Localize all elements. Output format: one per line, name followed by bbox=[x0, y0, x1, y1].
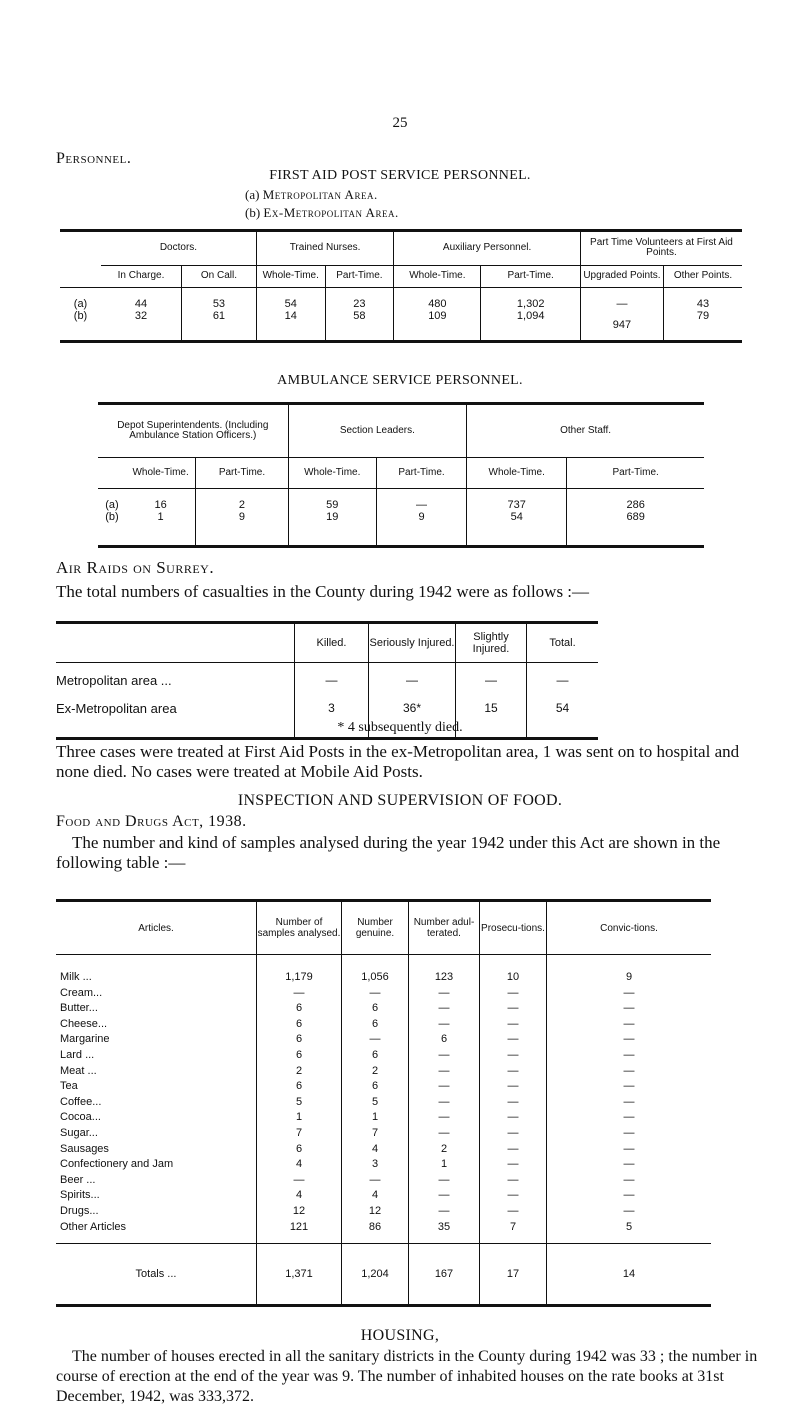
cell: — bbox=[547, 1139, 712, 1155]
article-name: Spirits... bbox=[60, 1189, 100, 1202]
cell: 121 bbox=[257, 1217, 342, 1233]
subhead: Upgraded Points. bbox=[580, 265, 663, 288]
table-row bbox=[56, 1186, 711, 1202]
cell: — bbox=[409, 1123, 480, 1139]
first-aid-table bbox=[60, 229, 742, 343]
cell: — bbox=[257, 1170, 342, 1186]
page-number: 25 bbox=[392, 115, 408, 131]
cell: 1,204 bbox=[342, 1243, 409, 1305]
table-row bbox=[56, 1077, 711, 1093]
cell: 58 bbox=[325, 310, 394, 342]
cell: — bbox=[547, 1108, 712, 1124]
table-row bbox=[60, 310, 742, 342]
area-a-key: (a) bbox=[245, 187, 260, 202]
cell: — bbox=[409, 1201, 480, 1217]
cell: 1,056 bbox=[342, 955, 409, 984]
article-name: Beer ... bbox=[60, 1173, 96, 1186]
article-name: Drugs... bbox=[60, 1204, 99, 1217]
row-label: Metropolitan area ... bbox=[56, 672, 172, 688]
cell: 6 bbox=[342, 1045, 409, 1061]
subhead: Whole-Time. bbox=[256, 265, 325, 288]
cell: 109 bbox=[394, 310, 481, 342]
area-a bbox=[245, 187, 378, 203]
cell: — bbox=[409, 1077, 480, 1093]
cell: 54 bbox=[467, 511, 567, 547]
cell: — bbox=[480, 1123, 547, 1139]
subhead: Whole-Time. bbox=[467, 458, 567, 489]
cell: — bbox=[409, 1170, 480, 1186]
air-raids-intro: The total numbers of casualties in the County during 1942 were as follows :— bbox=[56, 582, 590, 601]
subhead: Part-Time. bbox=[325, 265, 394, 288]
cell: 19 bbox=[288, 511, 376, 547]
cell: — bbox=[547, 1123, 712, 1139]
cell: 286 bbox=[567, 489, 704, 512]
subhead: Part-Time. bbox=[567, 458, 704, 489]
table-row bbox=[56, 1139, 711, 1155]
table-row bbox=[60, 288, 742, 311]
personnel-heading: Personnel. bbox=[56, 150, 132, 167]
table-row bbox=[56, 955, 711, 984]
subhead: Whole-Time. bbox=[126, 458, 196, 489]
cell: 23 bbox=[325, 288, 394, 311]
cell: — bbox=[369, 663, 456, 698]
col-adulterated: Number adul-terated. bbox=[409, 901, 480, 955]
cell: 43 bbox=[663, 288, 742, 311]
cell: 14 bbox=[256, 310, 325, 342]
cell: — bbox=[547, 1201, 712, 1217]
cell: 6 bbox=[257, 1139, 342, 1155]
col-analysed: Number of samples analysed. bbox=[257, 901, 342, 955]
cell: — bbox=[547, 1061, 712, 1077]
row-label: (b) bbox=[73, 310, 88, 322]
area-b-key: (b) bbox=[245, 205, 261, 220]
article-name: Butter... bbox=[60, 1002, 98, 1015]
area-b bbox=[245, 205, 399, 221]
cell: — bbox=[527, 663, 599, 698]
cell: — bbox=[580, 288, 663, 311]
cell: 1,094 bbox=[481, 310, 580, 342]
cell: 480 bbox=[394, 288, 481, 311]
col-seriously-injured: Seriously Injured. bbox=[369, 623, 456, 663]
table-row bbox=[56, 1108, 711, 1124]
cell: 1 bbox=[157, 511, 164, 523]
cell: — bbox=[547, 1045, 712, 1061]
cell: — bbox=[480, 983, 547, 999]
cell: — bbox=[480, 1092, 547, 1108]
table-row bbox=[98, 489, 704, 512]
article-name: Other Articles bbox=[60, 1220, 127, 1233]
cell: 4 bbox=[257, 1155, 342, 1171]
table-row bbox=[56, 1014, 711, 1030]
cell: — bbox=[547, 1077, 712, 1093]
cell: 7 bbox=[342, 1123, 409, 1139]
cell: 2 bbox=[409, 1139, 480, 1155]
totals-row bbox=[56, 1243, 711, 1305]
table-row bbox=[56, 1123, 711, 1139]
cell: 53 bbox=[182, 288, 257, 311]
cell: 15 bbox=[456, 697, 527, 739]
table-row bbox=[56, 1155, 711, 1171]
cell: 9 bbox=[376, 511, 466, 547]
group-section-leaders: Section Leaders. bbox=[288, 404, 467, 458]
casualties-footnote: * 4 subsequently died. bbox=[337, 720, 463, 735]
article-name: Milk ... bbox=[60, 971, 92, 983]
cell: — bbox=[409, 1061, 480, 1077]
table-row bbox=[56, 1201, 711, 1217]
cell: — bbox=[409, 1014, 480, 1030]
table-row bbox=[56, 1061, 711, 1077]
cell: 6 bbox=[257, 1014, 342, 1030]
subhead: Whole-Time. bbox=[288, 458, 376, 489]
cell: 4 bbox=[342, 1139, 409, 1155]
cell: — bbox=[342, 1030, 409, 1046]
article-name: Cheese... bbox=[60, 1017, 108, 1030]
cell: 6 bbox=[257, 999, 342, 1015]
subhead: Part-Time. bbox=[196, 458, 288, 489]
subhead: In Charge. bbox=[101, 265, 182, 288]
subhead: On Call. bbox=[182, 265, 257, 288]
group-trained-nurses: Trained Nurses. bbox=[256, 231, 393, 266]
cell: — bbox=[480, 1170, 547, 1186]
first-aid-title: FIRST AID POST SERVICE PERSONNEL. bbox=[269, 168, 531, 183]
ambulance-title: AMBULANCE SERVICE PERSONNEL. bbox=[277, 373, 523, 388]
article-name: Confectionery and Jam bbox=[60, 1158, 174, 1171]
cell: 7 bbox=[257, 1123, 342, 1139]
cell: 16 bbox=[154, 499, 167, 511]
cell: — bbox=[547, 1014, 712, 1030]
cell: — bbox=[547, 1030, 712, 1046]
row-label: (a) bbox=[73, 298, 88, 310]
article-name: Tea bbox=[60, 1080, 78, 1093]
cell: — bbox=[409, 1045, 480, 1061]
cell: — bbox=[480, 1186, 547, 1202]
cell: 689 bbox=[567, 511, 704, 547]
cell: 1 bbox=[257, 1108, 342, 1124]
cell: 737 bbox=[467, 489, 567, 512]
subhead: Other Points. bbox=[663, 265, 742, 288]
row-label: (a) bbox=[105, 499, 119, 511]
cell: 86 bbox=[342, 1217, 409, 1233]
cell: — bbox=[409, 1186, 480, 1202]
cell: 36* bbox=[369, 697, 456, 739]
col-total: Total. bbox=[527, 623, 599, 663]
housing-paragraph: The number of houses erected in all the sanitary districts in the County during 1942 was 33 ; the number in course of erection at the end of the year was 9. The number of inhabited houses on the rate books at 31st December, 1942, was 333,372. bbox=[56, 1348, 758, 1405]
cell: — bbox=[376, 489, 466, 512]
subhead: Whole-Time. bbox=[394, 265, 481, 288]
cell: 5 bbox=[257, 1092, 342, 1108]
cell: 3 bbox=[295, 697, 369, 739]
cell: 59 bbox=[288, 489, 376, 512]
cell: 54 bbox=[256, 288, 325, 311]
cell: 61 bbox=[182, 310, 257, 342]
cell: 6 bbox=[342, 1014, 409, 1030]
cell: — bbox=[480, 999, 547, 1015]
col-slightly-injured: Slightly Injured. bbox=[456, 623, 527, 663]
article-name: Margarine bbox=[60, 1033, 110, 1046]
article-name: Cocoa... bbox=[60, 1111, 101, 1124]
food-act-heading: Food and Drugs Act, 1938. bbox=[56, 813, 247, 830]
cell: 14 bbox=[547, 1243, 712, 1305]
cell: — bbox=[480, 1045, 547, 1061]
food-title: INSPECTION AND SUPERVISION OF FOOD. bbox=[237, 792, 563, 809]
cell: 6 bbox=[409, 1030, 480, 1046]
food-intro: The number and kind of samples analysed during the year 1942 under this Act are shown in the following table :— bbox=[56, 833, 721, 872]
cell: 2 bbox=[342, 1061, 409, 1077]
cell: 79 bbox=[663, 310, 742, 342]
area-b-label: Ex-Metropolitan Area. bbox=[263, 205, 399, 220]
cell: — bbox=[547, 1186, 712, 1202]
cell: 1 bbox=[342, 1108, 409, 1124]
table-row bbox=[56, 999, 711, 1015]
cell: 6 bbox=[342, 999, 409, 1015]
group-doctors: Doctors. bbox=[101, 231, 256, 266]
cell: 7 bbox=[480, 1217, 547, 1233]
row-label: (b) bbox=[105, 511, 119, 523]
cell: — bbox=[480, 1014, 547, 1030]
article-name: Lard ... bbox=[60, 1048, 95, 1061]
cell: 1,371 bbox=[257, 1243, 342, 1305]
article-name: Meat ... bbox=[60, 1064, 97, 1077]
article-name: Sausages bbox=[60, 1142, 109, 1155]
row-label: Ex-Metropolitan area bbox=[56, 701, 177, 716]
cell: — bbox=[409, 1092, 480, 1108]
article-name: Cream... bbox=[60, 986, 103, 999]
cell: 2 bbox=[257, 1061, 342, 1077]
group-auxiliary: Auxiliary Personnel. bbox=[394, 231, 581, 266]
cell: — bbox=[409, 999, 480, 1015]
cell: — bbox=[480, 1108, 547, 1124]
subhead: Part-Time. bbox=[376, 458, 466, 489]
cell: — bbox=[480, 1077, 547, 1093]
cell: — bbox=[480, 1155, 547, 1171]
cell: 6 bbox=[342, 1077, 409, 1093]
article-name: Coffee... bbox=[60, 1095, 102, 1108]
cell: 9 bbox=[196, 511, 288, 547]
cell: 32 bbox=[134, 310, 148, 322]
cell: 3 bbox=[342, 1155, 409, 1171]
table-row bbox=[56, 1170, 711, 1186]
cell: 6 bbox=[257, 1045, 342, 1061]
cell: 44 bbox=[134, 298, 148, 310]
cell: 12 bbox=[257, 1201, 342, 1217]
group-volunteers: Part Time Volunteers at First Aid Points. bbox=[580, 231, 742, 266]
cell: — bbox=[409, 983, 480, 999]
cell: 1,302 bbox=[481, 288, 580, 311]
cell: — bbox=[342, 983, 409, 999]
cell: 1 bbox=[409, 1155, 480, 1171]
cell: 5 bbox=[342, 1092, 409, 1108]
food-table bbox=[56, 899, 711, 1307]
cell: — bbox=[409, 1108, 480, 1124]
cell: 35 bbox=[409, 1217, 480, 1233]
cell: 4 bbox=[342, 1186, 409, 1202]
cell: 4 bbox=[257, 1186, 342, 1202]
table-row bbox=[56, 1045, 711, 1061]
table-row bbox=[56, 1092, 711, 1108]
cell: — bbox=[547, 1092, 712, 1108]
table-row bbox=[56, 663, 598, 698]
cell: 9 bbox=[547, 955, 712, 984]
cell: — bbox=[480, 1139, 547, 1155]
col-killed: Killed. bbox=[295, 623, 369, 663]
cell: — bbox=[257, 983, 342, 999]
cell: 167 bbox=[409, 1243, 480, 1305]
cell: — bbox=[547, 999, 712, 1015]
cell: 123 bbox=[409, 955, 480, 984]
cell: 6 bbox=[257, 1077, 342, 1093]
cell: — bbox=[547, 983, 712, 999]
table-row bbox=[98, 511, 704, 547]
cell: 6 bbox=[257, 1030, 342, 1046]
group-depot: Depot Superintendents. (Including Ambulance Station Officers.) bbox=[98, 404, 288, 458]
air-raids-heading: Air Raids on Surrey. bbox=[56, 558, 215, 577]
air-raids-paragraph: Three cases were treated at First Aid Posts in the ex-Metropolitan area, 1 was sent on to hospital and none died. No cases were treated at Mobile Aid Posts. bbox=[56, 742, 740, 781]
table-row bbox=[56, 983, 711, 999]
col-convictions: Convic-tions. bbox=[547, 901, 712, 955]
cell: 947 bbox=[580, 310, 663, 342]
housing-title: HOUSING, bbox=[360, 1327, 440, 1344]
cell: — bbox=[547, 1155, 712, 1171]
group-other-staff: Other Staff. bbox=[467, 404, 704, 458]
cell: 17 bbox=[480, 1243, 547, 1305]
cell: 12 bbox=[342, 1201, 409, 1217]
cell: — bbox=[342, 1170, 409, 1186]
cell: 10 bbox=[480, 955, 547, 984]
cell: 1,179 bbox=[257, 955, 342, 984]
area-a-label: Metropolitan Area. bbox=[262, 187, 378, 202]
cell: — bbox=[480, 1030, 547, 1046]
totals-label: Totals ... bbox=[56, 1243, 257, 1305]
cell: 2 bbox=[196, 489, 288, 512]
article-name: Sugar... bbox=[60, 1126, 98, 1139]
table-row bbox=[56, 1030, 711, 1046]
cell: — bbox=[547, 1170, 712, 1186]
cell: — bbox=[456, 663, 527, 698]
cell: — bbox=[480, 1061, 547, 1077]
spacer-row bbox=[56, 1233, 711, 1244]
cell: — bbox=[295, 663, 369, 698]
ambulance-table bbox=[98, 402, 704, 548]
subhead: Part-Time. bbox=[481, 265, 580, 288]
cell: 5 bbox=[547, 1217, 712, 1233]
table-row bbox=[56, 1217, 711, 1233]
col-articles: Articles. bbox=[56, 901, 257, 955]
col-prosecutions: Prosecu-tions. bbox=[480, 901, 547, 955]
cell: — bbox=[480, 1201, 547, 1217]
col-genuine: Number genuine. bbox=[342, 901, 409, 955]
cell: 54 bbox=[527, 697, 599, 739]
